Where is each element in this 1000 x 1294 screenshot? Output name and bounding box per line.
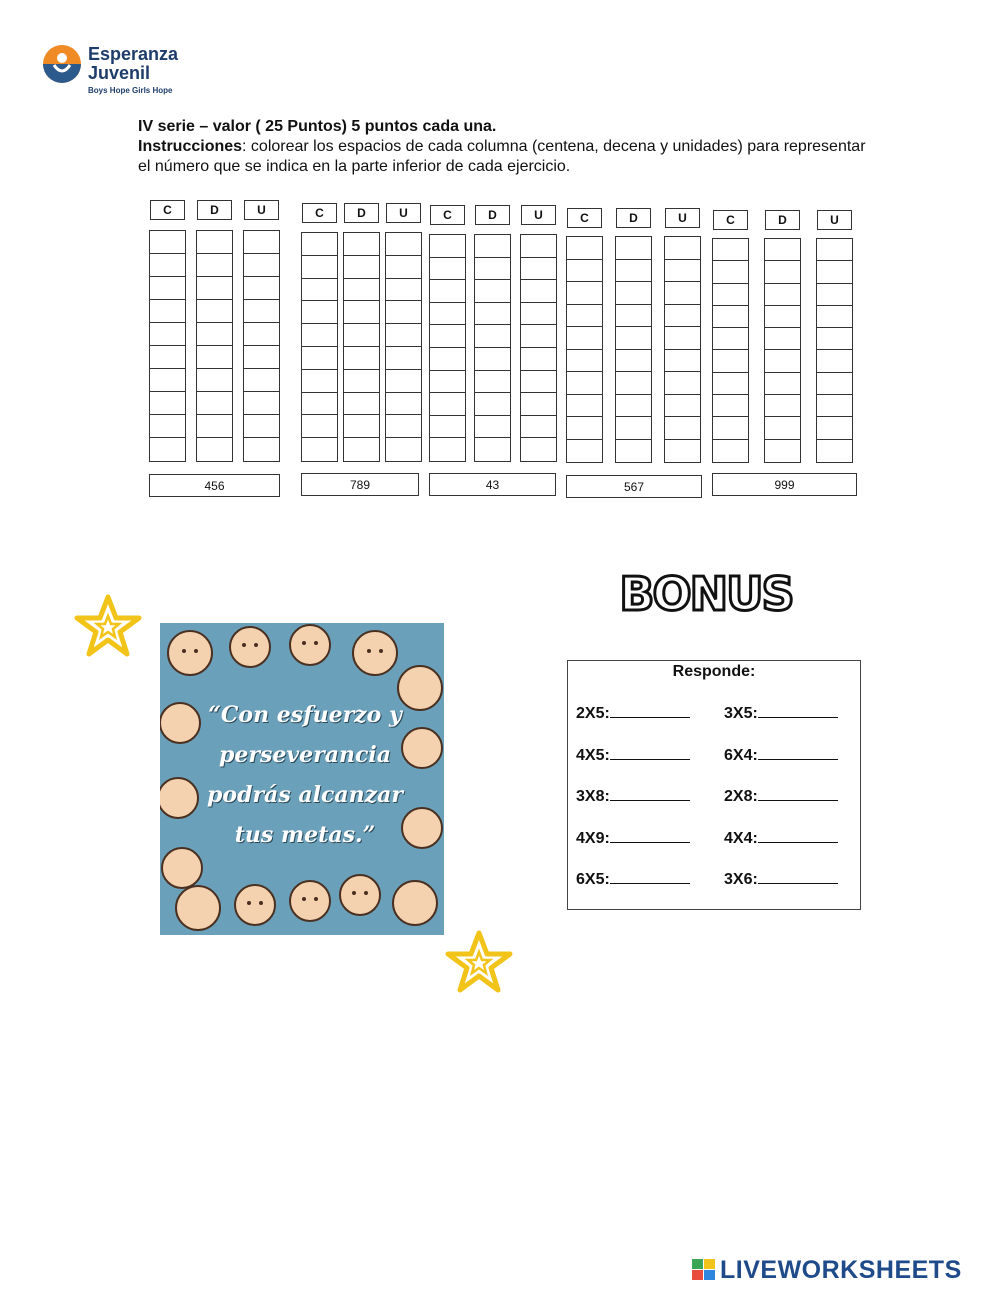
colorable-cell[interactable] [521,303,556,326]
liveworksheets-brand: LIVEWORKSHEETS [720,1256,962,1284]
colorable-cell[interactable] [567,237,602,260]
colorable-cell[interactable] [150,277,185,300]
bonus-prompt: Responde: [672,663,756,680]
colorable-cell[interactable] [765,440,800,462]
colorable-cell[interactable] [665,440,700,463]
colorable-cell[interactable] [475,258,510,281]
colorable-cell[interactable] [344,438,379,461]
colorable-cell[interactable] [713,395,748,417]
colorable-cell[interactable] [567,260,602,283]
instructions-label: Instrucciones [138,138,243,155]
series-title: IV serie – valor ( 25 Puntos) 5 puntos cada una. [138,118,497,135]
colorable-cell[interactable] [386,301,421,324]
colorable-cell[interactable] [765,373,800,395]
place-header-c: C [713,210,748,230]
bonus-question [576,828,690,848]
colorable-cell[interactable] [244,415,279,438]
colorable-cell[interactable] [765,350,800,372]
colorable-cell[interactable] [475,235,510,258]
place-header-u: U [244,200,279,220]
logo-tagline: Boys Hope Girls Hope [88,86,173,95]
place-column-c [566,236,603,463]
colorable-cell[interactable] [197,369,232,392]
colorable-cell[interactable] [150,300,185,323]
colorable-cell[interactable] [244,346,279,369]
answer-blank[interactable] [758,786,838,801]
place-column-c [301,232,338,462]
colorable-cell[interactable] [616,417,651,440]
place-column-c [712,238,749,463]
answer-blank[interactable] [758,745,838,760]
colorable-cell[interactable] [713,284,748,306]
colorable-cell[interactable] [344,393,379,416]
liveworksheets-icon [692,1259,716,1281]
question-label: 6X5: [576,871,610,888]
place-header-u: U [665,208,700,228]
answer-blank[interactable] [610,786,690,801]
question-label: 4X5: [576,746,610,764]
place-column-u [243,230,280,462]
answer-blank[interactable] [610,869,690,884]
bonus-question [576,745,690,765]
colorable-cell[interactable] [244,438,279,461]
colorable-cell[interactable] [244,392,279,415]
place-column-c [149,230,186,462]
colorable-cell[interactable] [616,305,651,328]
liveworksheets-logo [692,1256,990,1284]
colorable-cell[interactable] [616,372,651,395]
place-header-u: U [386,203,421,223]
colorable-cell[interactable] [616,395,651,418]
colorable-cell[interactable] [475,416,510,439]
bonus-question [724,869,838,889]
question-label: 3X5: [724,705,758,722]
colorable-cell[interactable] [567,417,602,440]
logo-mark-icon [42,44,82,84]
colorable-cell[interactable] [521,438,556,461]
place-column-u [816,238,853,463]
colorable-cell[interactable] [521,348,556,371]
colorable-cell[interactable] [430,303,465,326]
place-column-u [520,234,557,462]
colorable-cell[interactable] [430,235,465,258]
colorable-cell[interactable] [386,279,421,302]
target-number-box: 789 [301,473,419,496]
answer-blank[interactable] [610,745,690,760]
colorable-cell[interactable] [150,323,185,346]
colorable-cell[interactable] [150,415,185,438]
quote-line: “Con esfuerzo y [208,702,402,728]
place-column-d [343,232,380,462]
colorable-cell[interactable] [302,393,337,416]
colorable-cell[interactable] [765,328,800,350]
answer-blank[interactable] [758,703,838,718]
colorable-cell[interactable] [197,438,232,461]
place-header-d: D [344,203,379,223]
colorable-cell[interactable] [302,256,337,279]
colorable-cell[interactable] [567,350,602,373]
colorable-cell[interactable] [244,369,279,392]
place-header-u: U [521,205,556,225]
colorable-cell[interactable] [521,393,556,416]
place-header-u: U [817,210,852,230]
colorable-cell[interactable] [150,369,185,392]
answer-blank[interactable] [758,828,838,843]
colorable-cell[interactable] [302,415,337,438]
colorable-cell[interactable] [344,279,379,302]
colorable-cell[interactable] [386,324,421,347]
colorable-cell[interactable] [302,347,337,370]
instructions-block [138,117,878,177]
answer-blank[interactable] [758,869,838,884]
quote-line: perseverancia [219,742,391,768]
question-label: 2X8: [724,788,758,805]
colorable-cell[interactable] [386,347,421,370]
colorable-cell[interactable] [302,301,337,324]
colorable-cell[interactable] [430,325,465,348]
colorable-cell[interactable] [521,258,556,281]
colorable-cell[interactable] [197,277,232,300]
colorable-cell[interactable] [302,438,337,461]
colorable-cell[interactable] [244,277,279,300]
answer-blank[interactable] [610,703,690,718]
colorable-cell[interactable] [386,415,421,438]
question-label: 3X6: [724,871,758,888]
colorable-cell[interactable] [475,438,510,461]
colorable-cell[interactable] [386,233,421,256]
colorable-cell[interactable] [817,328,852,350]
colorable-cell[interactable] [713,306,748,328]
colorable-cell[interactable] [817,284,852,306]
bonus-question [724,703,838,723]
bonus-questions-box [567,660,861,910]
colorable-cell[interactable] [430,258,465,281]
colorable-cell[interactable] [665,395,700,418]
colorable-cell[interactable] [817,373,852,395]
colorable-cell[interactable] [475,393,510,416]
colorable-cell[interactable] [817,350,852,372]
colorable-cell[interactable] [765,239,800,261]
logo-line1: Esperanza [88,44,179,64]
colorable-cell[interactable] [302,324,337,347]
colorable-cell[interactable] [521,371,556,394]
question-label: 6X4: [724,746,758,764]
quote-line: podrás alcanzar [207,782,403,808]
place-header-c: C [302,203,337,223]
colorable-cell[interactable] [817,395,852,417]
place-header-d: D [197,200,232,220]
place-column-d [615,236,652,463]
place-column-c [429,234,466,462]
bonus-question [724,828,838,848]
colorable-cell[interactable] [665,417,700,440]
colorable-cell[interactable] [765,261,800,283]
colorable-cell[interactable] [150,254,185,277]
colorable-cell[interactable] [567,282,602,305]
colorable-cell[interactable] [616,350,651,373]
colorable-cell[interactable] [344,324,379,347]
place-header-d: D [765,210,800,230]
place-header-c: C [430,205,465,225]
colorable-cell[interactable] [197,231,232,254]
colorable-cell[interactable] [150,392,185,415]
colorable-cell[interactable] [616,440,651,463]
star-icon [445,930,513,994]
colorable-cell[interactable] [521,325,556,348]
colorable-cell[interactable] [616,327,651,350]
place-header-c: C [150,200,185,220]
colorable-cell[interactable] [817,239,852,261]
colorable-cell[interactable] [386,438,421,461]
place-column-d [196,230,233,462]
place-column-d [474,234,511,462]
target-number-box: 567 [566,475,702,498]
colorable-cell[interactable] [344,347,379,370]
colorable-cell[interactable] [713,239,748,261]
colorable-cell[interactable] [197,323,232,346]
instructions-body: : colorear los espacios de cada columna (centena, decena y unidades) para representar el número que se indica en la parte inferior de cada ejercicio. [138,138,866,175]
colorable-cell[interactable] [150,231,185,254]
colorable-cell[interactable] [616,237,651,260]
place-header-c: C [567,208,602,228]
colorable-cell[interactable] [302,279,337,302]
instructions-text [138,137,878,177]
colorable-cell[interactable] [616,282,651,305]
bonus-question [576,869,690,889]
colorable-cell[interactable] [521,280,556,303]
bonus-title-text: BONUS [619,567,793,621]
place-header-d: D [475,205,510,225]
question-label: 3X8: [576,788,610,805]
answer-blank[interactable] [610,828,690,843]
colorable-cell[interactable] [817,440,852,462]
colorable-cell[interactable] [567,327,602,350]
quote-line: tus metas.” [234,822,376,848]
colorable-cell[interactable] [665,372,700,395]
colorable-cell[interactable] [197,346,232,369]
colorable-cell[interactable] [430,280,465,303]
target-number-box: 456 [149,474,280,497]
colorable-cell[interactable] [430,393,465,416]
colorable-cell[interactable] [665,282,700,305]
colorable-cell[interactable] [197,300,232,323]
colorable-cell[interactable] [344,256,379,279]
place-column-u [385,232,422,462]
bonus-question [576,786,690,806]
colorable-cell[interactable] [197,254,232,277]
star-icon [74,594,142,658]
motivational-quote-image [160,623,444,935]
esperanza-juvenil-logo [40,40,210,102]
colorable-cell[interactable] [344,233,379,256]
colorable-cell[interactable] [765,395,800,417]
colorable-cell[interactable] [713,373,748,395]
bonus-question [724,786,838,806]
colorable-cell[interactable] [430,438,465,461]
question-label: 4X4: [724,829,758,847]
colorable-cell[interactable] [713,350,748,372]
colorable-cell[interactable] [817,306,852,328]
colorable-cell[interactable] [475,303,510,326]
colorable-cell[interactable] [430,371,465,394]
colorable-cell[interactable] [386,370,421,393]
place-column-d [764,238,801,463]
colorable-cell[interactable] [344,415,379,438]
colorable-cell[interactable] [244,323,279,346]
colorable-cell[interactable] [475,280,510,303]
colorable-cell[interactable] [713,261,748,283]
colorable-cell[interactable] [521,235,556,258]
colorable-cell[interactable] [713,417,748,439]
colorable-cell[interactable] [567,372,602,395]
colorable-cell[interactable] [765,417,800,439]
colorable-cell[interactable] [430,416,465,439]
colorable-cell[interactable] [817,417,852,439]
colorable-cell[interactable] [817,261,852,283]
bonus-question [576,703,690,723]
colorable-cell[interactable] [302,233,337,256]
colorable-cell[interactable] [567,395,602,418]
place-header-d: D [616,208,651,228]
colorable-cell[interactable] [386,393,421,416]
colorable-cell[interactable] [475,371,510,394]
question-label: 2X5: [576,705,610,722]
bonus-question [724,745,838,765]
logo-line2: Juvenil [88,63,151,83]
colorable-cell[interactable] [150,438,185,461]
question-label: 4X9: [576,829,610,847]
colorable-cell[interactable] [475,325,510,348]
place-column-u [664,236,701,463]
colorable-cell[interactable] [665,350,700,373]
colorable-cell[interactable] [197,415,232,438]
colorable-cell[interactable] [765,284,800,306]
colorable-cell[interactable] [344,301,379,324]
colorable-cell[interactable] [567,305,602,328]
colorable-cell[interactable] [567,440,602,463]
colorable-cell[interactable] [244,300,279,323]
colorable-cell[interactable] [713,328,748,350]
colorable-cell[interactable] [616,260,651,283]
colorable-cell[interactable] [430,348,465,371]
colorable-cell[interactable] [665,237,700,260]
target-number-box: 43 [429,473,556,496]
colorable-cell[interactable] [475,348,510,371]
colorable-cell[interactable] [386,256,421,279]
quote-text [200,695,410,855]
colorable-cell[interactable] [344,370,379,393]
colorable-cell[interactable] [244,231,279,254]
colorable-cell[interactable] [302,370,337,393]
colorable-cell[interactable] [150,346,185,369]
bonus-title-graphic [606,564,806,624]
target-number-box: 999 [712,473,857,496]
colorable-cell[interactable] [665,327,700,350]
colorable-cell[interactable] [665,260,700,283]
colorable-cell[interactable] [713,440,748,462]
colorable-cell[interactable] [765,306,800,328]
colorable-cell[interactable] [244,254,279,277]
colorable-cell[interactable] [197,392,232,415]
colorable-cell[interactable] [665,305,700,328]
colorable-cell[interactable] [521,416,556,439]
